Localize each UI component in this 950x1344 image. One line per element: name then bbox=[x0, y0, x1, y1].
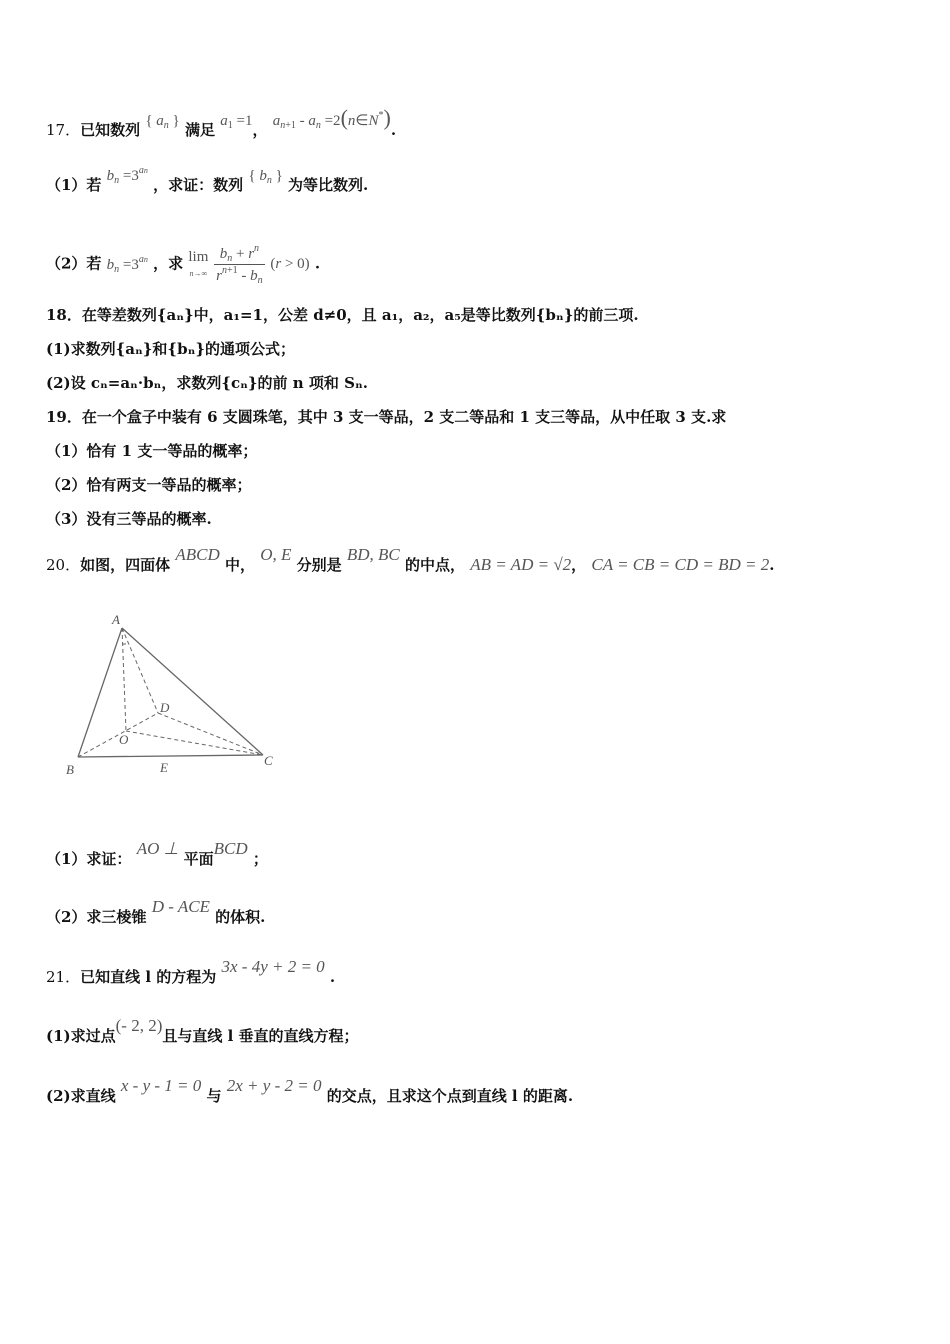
label-d: D bbox=[160, 700, 170, 715]
q19-line1: 19．在一个盒子中装有 6 支圆珠笔，其中 3 支一等品，2 支二等品和 1 支三等品，从中任取 3 支.求 bbox=[46, 408, 727, 426]
math-ca-cb: CA = CB = CD = BD = 2 bbox=[591, 555, 770, 574]
math-bn-def-2: $b_n =3^{an}$ bbox=[106, 253, 148, 275]
q19-line2: （1）恰有 1 支一等品的概率； bbox=[46, 442, 258, 460]
math-d-ace: D - ACE bbox=[151, 897, 210, 916]
q17-part2: （2）若 $b_n =3^{an}$ ，求 lim n→∞ $\frac{b_n + r^n}{r^{n+1} - b_n}$ (r > 0) . bbox=[46, 243, 321, 286]
q21-part1: (1)求过点(- 2, 2)且与直线 l 垂直的直线方程； bbox=[46, 1016, 359, 1045]
math-bd-bc: BD, BC bbox=[346, 545, 400, 564]
math-recurrence: $a_{n+1} - a_n$ =2(n∈N*) bbox=[272, 105, 391, 131]
label-e: E bbox=[160, 760, 168, 775]
math-limit: lim n→∞ $\frac{b_n + r^n}{r^{n+1} - b_n}$ (r > 0) bbox=[188, 243, 310, 286]
edge-cd bbox=[158, 713, 263, 755]
math-set-bn: { $b_n$ } bbox=[248, 168, 283, 186]
label-a: A bbox=[112, 612, 120, 627]
math-point: (- 2, 2) bbox=[115, 1016, 163, 1035]
q19-line3: （2）恰有两支一等品的概率； bbox=[46, 476, 252, 494]
q20-part2: （2）求三棱锥 D - ACE 的体积. bbox=[46, 897, 266, 926]
q20-line: 20．如图，四面体 ABCD 中， O, E 分别是 BD, BC 的中点， AB = AD = √2， CA = CB = CD = BD = 2. bbox=[46, 545, 775, 574]
q17-number: 17． bbox=[46, 121, 81, 139]
label-b: B bbox=[66, 762, 74, 777]
tetrahedron-figure bbox=[58, 608, 288, 778]
math-ab-ad: AB = AD = √2 bbox=[470, 555, 572, 574]
math-bcd: BCD bbox=[213, 839, 248, 858]
q17-line: 17．已知数列 { $a_n$ } 满足 $a_1 =1$， $a_{n+1} - a_n$ =2(n∈N*). bbox=[46, 105, 397, 139]
edge-ad bbox=[122, 628, 158, 713]
math-line-1: x - y - 1 = 0 bbox=[120, 1076, 202, 1095]
q21-part2: (2)求直线 x - y - 1 = 0 与 2x + y - 2 = 0 的交点，且求这个点到直线 l 的距离. bbox=[46, 1076, 574, 1105]
math-line-2: 2x + y - 2 = 0 bbox=[226, 1076, 322, 1095]
math-line-l: 3x - 4y + 2 = 0 bbox=[221, 957, 325, 976]
edge-bd bbox=[78, 713, 158, 757]
segment-oc bbox=[126, 731, 263, 755]
q18-line3: (2)设 cₙ=aₙ·bₙ，求数列{cₙ}的前 n 项和 Sₙ. bbox=[46, 374, 368, 392]
math-bn-def: $b_n =3^{an}$ bbox=[106, 165, 148, 186]
q18-line2: (1)求数列{aₙ}和{bₙ}的通项公式； bbox=[46, 340, 295, 358]
q20-part1: （1）求证： AO ⊥ 平面BCD ； bbox=[46, 839, 268, 868]
segment-ao bbox=[122, 628, 126, 731]
label-c: C bbox=[264, 753, 273, 768]
edge-ac bbox=[122, 628, 263, 755]
q20-number: 20． bbox=[46, 556, 81, 574]
q21-number: 21． bbox=[46, 968, 81, 986]
q17-part1: （1）若 $b_n =3^{an}$ ，求证：数列 { $b_n$ } 为等比数列. bbox=[46, 165, 369, 194]
q19-line4: （3）没有三等品的概率. bbox=[46, 510, 212, 528]
label-o: O bbox=[119, 732, 129, 747]
math-a1: $a_1 =1$ bbox=[220, 113, 253, 131]
edge-ab bbox=[78, 628, 122, 757]
math-ao-perp: AO ⊥ bbox=[136, 839, 179, 858]
q18-line1: 18．在等差数列{aₙ}中，a₁=1，公差 d≠0，且 a₁，a₂，a₅是等比数列{bₙ}的前三项. bbox=[46, 306, 639, 324]
math-oe: O, E bbox=[260, 545, 292, 564]
math-set-an: { $a_n$ } bbox=[145, 113, 180, 131]
math-abcd: ABCD bbox=[175, 545, 220, 564]
q21-line: 21．已知直线 l 的方程为 3x - 4y + 2 = 0 . bbox=[46, 957, 336, 986]
edge-bc bbox=[78, 755, 263, 757]
